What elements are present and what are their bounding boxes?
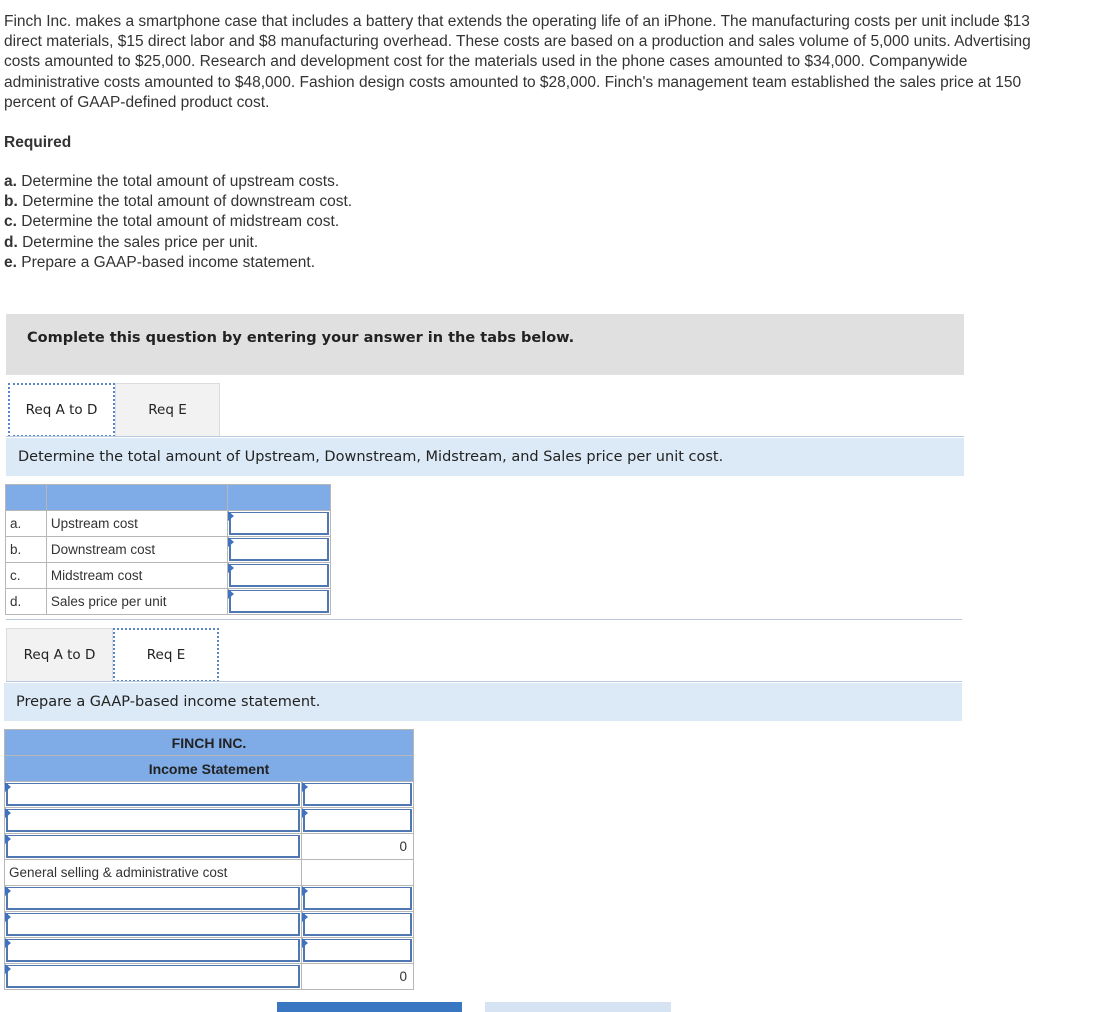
downstream-cost-input[interactable] [228,537,331,563]
line-item-select[interactable] [5,808,302,834]
table-row [5,886,414,912]
instruction-text: Complete this question by entering your answer in the tabs below. [27,330,575,346]
row-label: Sales price per unit [46,589,228,615]
table-row [5,782,414,808]
row-letter: b. [6,537,47,563]
subtotal-value: 0 [302,834,414,860]
dropdown-indicator-icon [302,782,308,792]
table-row [6,589,331,615]
tab-req-e[interactable]: Req E [115,383,220,437]
row-letter: a. [6,511,47,537]
prompt-ad: Determine the total amount of Upstream, Downstream, Midstream, and Sales price per unit cost. [6,438,964,476]
required-item-d: d. Determine the sales price per unit. [4,233,259,251]
midstream-cost-input[interactable] [228,563,331,589]
required-item-e: e. Prepare a GAAP-based income statement. [4,253,316,271]
sales-price-input[interactable] [228,589,331,615]
prev-button[interactable] [277,1002,462,1012]
section-divider [6,619,962,620]
line-item-select[interactable] [5,938,302,964]
tab-req-e[interactable]: Req E [113,628,219,682]
table-row [6,511,331,537]
table-row [5,964,414,990]
company-name-row [5,730,414,756]
line-item-select[interactable] [5,964,302,990]
table-row [6,563,331,589]
row-letter: c. [6,563,47,589]
statement-title-row [5,756,414,782]
gsa-label: General selling & administrative cost [5,860,302,886]
line-item-select[interactable] [5,912,302,938]
dropdown-indicator-icon [302,886,308,896]
income-statement-table [4,729,414,990]
empty-cell [302,860,414,886]
dropdown-indicator-icon [228,537,234,547]
dropdown-indicator-icon [5,938,11,948]
upstream-cost-input[interactable] [228,511,331,537]
dropdown-indicator-icon [228,589,234,599]
answer-table-ad [5,484,331,615]
dropdown-indicator-icon [5,782,11,792]
dropdown-indicator-icon [5,834,11,844]
row-label: Upstream cost [46,511,228,537]
required-heading: Required [4,134,72,151]
amount-input[interactable] [302,938,414,964]
line-item-select[interactable] [5,886,302,912]
next-button[interactable] [485,1002,671,1012]
amount-input[interactable] [302,912,414,938]
required-item-b: b. Determine the total amount of downstream cost. [4,193,353,211]
dropdown-indicator-icon [302,912,308,922]
dropdown-indicator-icon [302,938,308,948]
table-row [5,912,414,938]
dropdown-indicator-icon [5,808,11,818]
tab-divider [6,681,962,682]
required-item-a: a. Determine the total amount of upstream costs. [4,173,340,190]
amount-input[interactable] [302,782,414,808]
required-item-c: c. Determine the total amount of midstream cost. [4,213,340,231]
net-income-value: 0 [302,964,414,990]
amount-input[interactable] [302,886,414,912]
line-item-select[interactable] [5,834,302,860]
table-row [5,834,414,860]
instruction-bar [6,314,964,375]
table-row [6,537,331,563]
tab-req-a-to-d[interactable]: Req A to D [8,383,115,437]
table-row [5,808,414,834]
required-list [4,172,352,273]
table-row [5,938,414,964]
dropdown-indicator-icon [228,511,234,521]
row-label: Downstream cost [46,537,228,563]
dropdown-indicator-icon [228,563,234,573]
table-header-row [6,485,331,511]
row-label: Midstream cost [46,563,228,589]
tab-req-a-to-d[interactable]: Req A to D [6,628,113,682]
row-letter: d. [6,589,47,615]
prompt-e: Prepare a GAAP-based income statement. [4,683,962,721]
tab-divider [6,436,964,437]
problem-text: Finch Inc. makes a smartphone case that includes a battery that extends the operating life of an iPhone. The manufacturing costs per unit include $13 direct materials, $15 direct labor and $8 manufacturing overhead. These costs are based on a production and sales volume of 5,000 units. Advertising costs amounted to $25,000. Research and development cost for the materials used in the phone cases amounted to $34,000. Companywide administrative costs amounted to $48,000. Fashion design costs amounted to $28,000. Finch's management team established the sales price at 150 percent of GAAP-defined product cost. [4,13,1031,111]
dropdown-indicator-icon [302,808,308,818]
line-item-select[interactable] [5,782,302,808]
dropdown-indicator-icon [5,886,11,896]
dropdown-indicator-icon [5,964,11,974]
statement-title: Income Statement [5,756,414,782]
amount-input[interactable] [302,808,414,834]
dropdown-indicator-icon [5,912,11,922]
table-row [5,860,414,886]
company-name: FINCH INC. [5,730,414,756]
